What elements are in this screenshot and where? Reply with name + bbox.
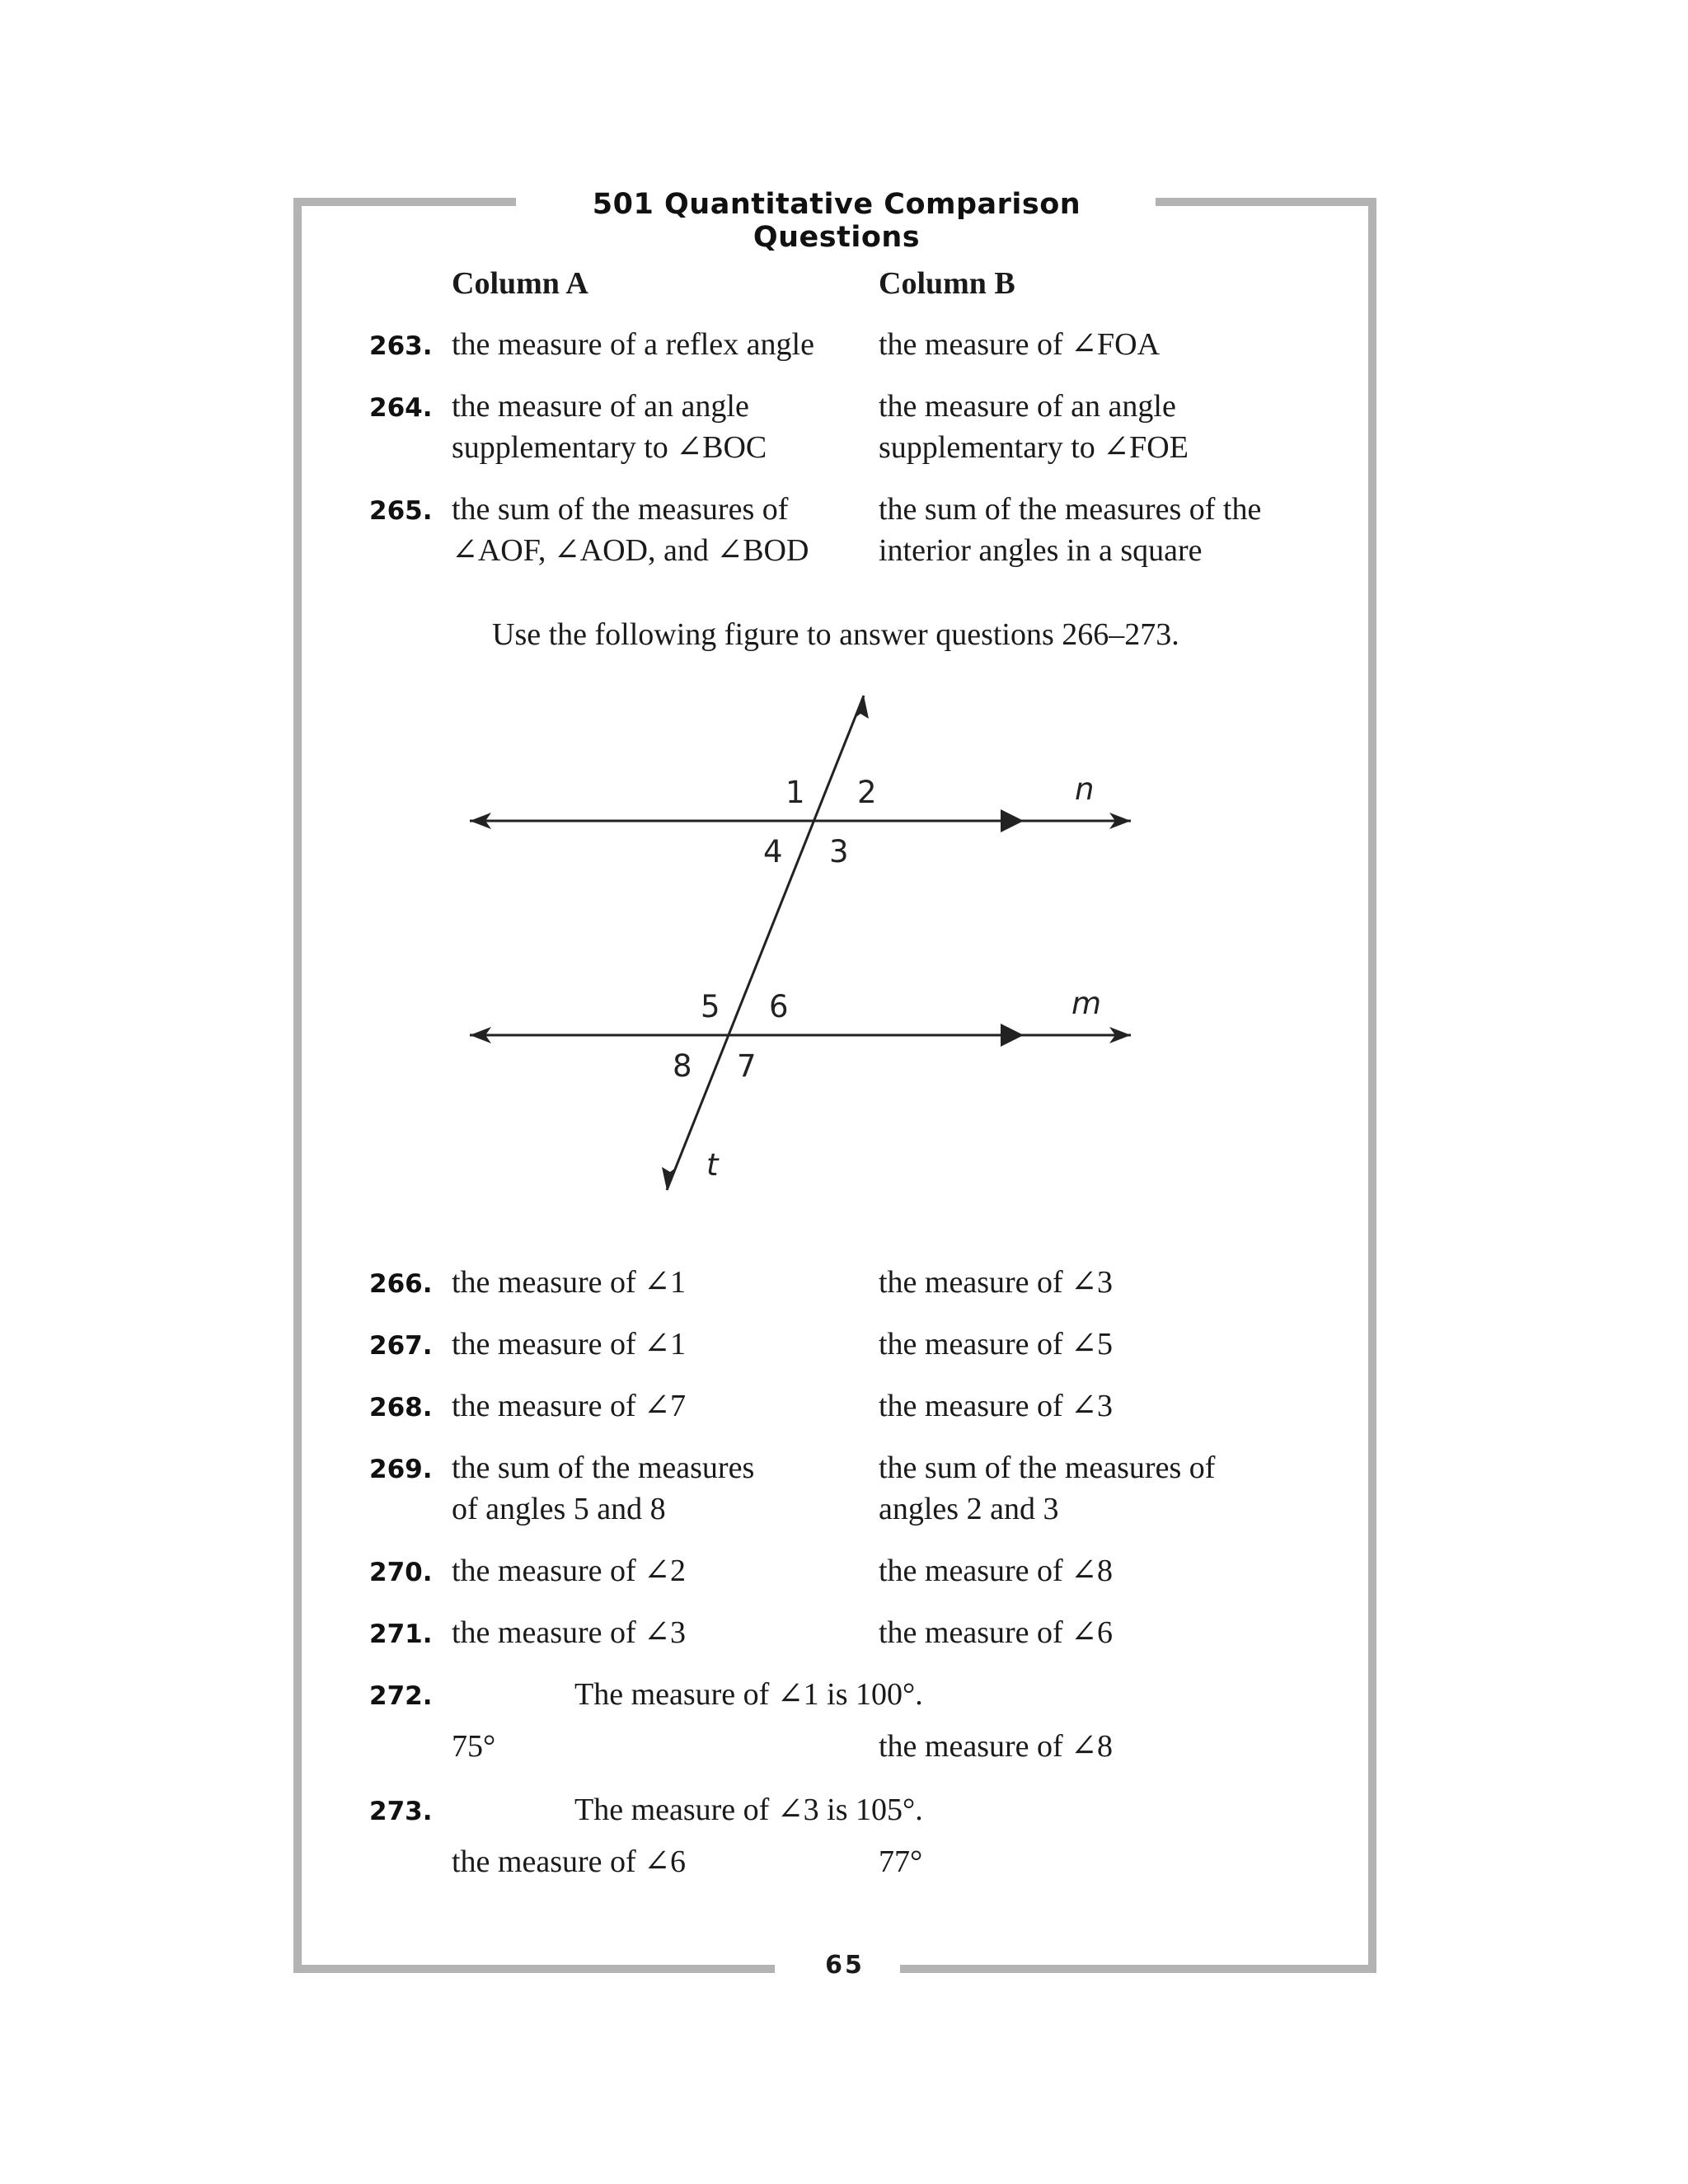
column-a-heading: Column A (452, 266, 588, 301)
column-a-text: the measure of ∠7 (452, 1389, 687, 1423)
column-a-text: the measure of ∠2 (452, 1554, 687, 1588)
parallel-mark-icon (1001, 1024, 1024, 1047)
column-b-text: the sum of the measures of the interior angles in a square (879, 492, 1262, 568)
page-number: 65 (825, 1951, 865, 1980)
angle-label-8: 8 (673, 1048, 692, 1084)
frame-right (1368, 198, 1376, 1973)
angle-label-2: 2 (857, 775, 877, 810)
question-number: 270. (369, 1558, 433, 1587)
column-b-text: the measure of ∠FOA (879, 327, 1160, 362)
column-a-text: the measure of ∠1 (452, 1327, 687, 1361)
column-a-text: the sum of the measures of angles 5 and 8 (452, 1451, 755, 1526)
question-number: 269. (369, 1455, 433, 1484)
question-number: 268. (369, 1393, 433, 1422)
column-b-text: 77° (879, 1844, 923, 1879)
column-b-text: the sum of the measures of angles 2 and 3 (879, 1451, 1216, 1526)
given-condition: The measure of ∠3 is 105°. (574, 1793, 923, 1827)
figure-instruction: Use the following figure to answer questions 266–273. (492, 617, 1179, 652)
column-b-text: the measure of ∠5 (879, 1327, 1114, 1361)
parallel-lines-figure (462, 684, 1146, 1212)
given-condition: The measure of ∠1 is 100°. (574, 1677, 923, 1712)
angle-label-7: 7 (737, 1048, 757, 1084)
angle-label-5: 5 (701, 989, 720, 1024)
question-number: 266. (369, 1269, 433, 1299)
frame-left (293, 198, 302, 1973)
column-b-text: the measure of ∠3 (879, 1265, 1114, 1300)
question-number: 267. (369, 1331, 433, 1361)
transversal-t (667, 696, 864, 1190)
angle-label-4: 4 (763, 834, 783, 869)
frame-top-left (293, 198, 516, 206)
column-a-text: the measure of ∠1 (452, 1265, 687, 1300)
question-number: 263. (369, 331, 433, 361)
column-a-text: the measure of ∠3 (452, 1615, 687, 1650)
question-number: 272. (369, 1681, 433, 1711)
column-b-heading: Column B (879, 266, 1015, 301)
column-a-text: 75° (452, 1729, 496, 1764)
line-label-t: t (706, 1147, 719, 1183)
column-b-text: the measure of ∠6 (879, 1615, 1114, 1650)
column-a-text: the measure of a reflex angle (452, 327, 814, 362)
angle-label-3: 3 (829, 834, 849, 869)
frame-bottom-left (293, 1965, 775, 1973)
question-number: 265. (369, 496, 433, 526)
question-number: 271. (369, 1619, 433, 1649)
column-a-text: the sum of the measures of ∠AOF, ∠AOD, and ∠BOD (452, 492, 809, 568)
angle-label-6: 6 (769, 989, 789, 1024)
line-label-n: n (1075, 771, 1095, 807)
column-b-text: the measure of ∠3 (879, 1389, 1114, 1423)
column-a-text: the measure of an angle supplementary to ∠BOC (452, 389, 767, 465)
angle-label-1: 1 (785, 775, 805, 810)
question-number: 273. (369, 1797, 433, 1826)
parallel-mark-icon (1001, 809, 1024, 832)
frame-bottom-right (900, 1965, 1376, 1973)
column-b-text: the measure of ∠8 (879, 1554, 1114, 1588)
question-number: 264. (369, 393, 433, 423)
line-label-m: m (1071, 986, 1102, 1021)
running-header: 501 Quantitative Comparison Questions (592, 188, 1081, 254)
column-b-text: the measure of ∠8 (879, 1729, 1114, 1764)
column-a-text: the measure of ∠6 (452, 1844, 687, 1879)
frame-top-right (1156, 198, 1376, 206)
column-b-text: the measure of an angle supplementary to ∠FOE (879, 389, 1189, 465)
